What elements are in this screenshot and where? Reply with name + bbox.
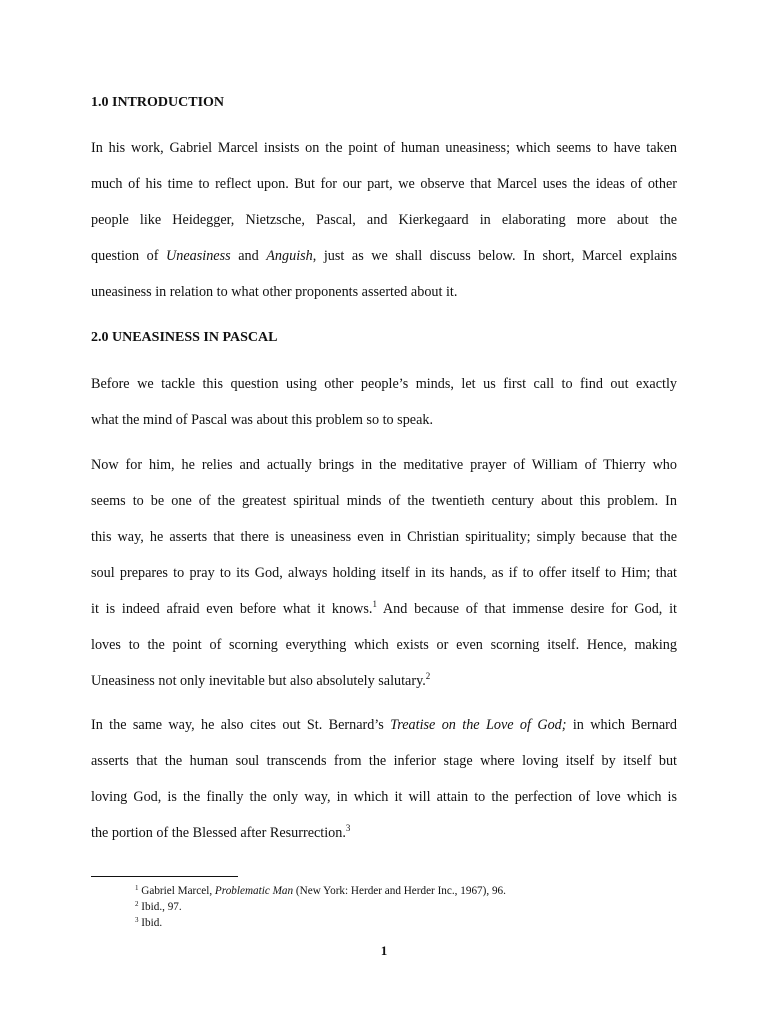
text-run: , just as we shall discuss below. In short, Marcel explains [312, 248, 677, 264]
body-line [91, 715, 677, 735]
body-line: seems to be one of the greatest spiritual minds of the twentieth century about this problem. In [91, 493, 677, 509]
page-number: 1 [380, 943, 388, 958]
text-run: the portion of the Blessed after Resurrection. [91, 825, 346, 841]
body-line: uneasiness in relation to what other proponents asserted about it. [91, 284, 458, 300]
footnote-number: 1 [135, 884, 139, 892]
body-line: Before we tackle this question using other people’s minds, let us first call to find out exactly [91, 376, 677, 392]
body-line: Now for him, he relies and actually brings in the meditative prayer of William of Thierry who [91, 457, 677, 473]
footnote-separator [91, 876, 238, 877]
italic-term-anguish: Anguish [266, 248, 313, 264]
text-run: question of [91, 248, 167, 264]
body-line: much of his time to reflect upon. But for our part, we observe that Marcel uses the ideas of other [91, 176, 677, 192]
section-heading-introduction: 1.0 INTRODUCTION [91, 95, 225, 110]
text-run: (New York: Herder and Herder Inc., 1967), 96. [293, 885, 506, 897]
body-line: loving God, is the finally the only way, in which it will attain to the perfection of love which is [91, 789, 677, 805]
body-line [91, 246, 677, 266]
italic-term-uneasiness: Uneasiness [166, 248, 231, 264]
body-line: asserts that the human soul transcends from the inferior stage where loving itself by itself but [91, 753, 677, 769]
body-line: loves to the point of scorning everything which exists or even scorning itself. Hence, making [91, 637, 677, 653]
footnote-3 [135, 916, 162, 930]
text-run: In the same way, he also cites out St. Bernard’s [91, 717, 391, 733]
body-line: people like Heidegger, Nietzsche, Pascal, and Kierkegaard in elaborating more about the [91, 212, 677, 228]
text-run: Ibid., 97. [141, 901, 182, 913]
text-run: and [230, 248, 267, 264]
footnote-ref-2[interactable]: 2 [425, 671, 431, 681]
body-line: soul prepares to pray to its God, always holding itself in its hands, as if to offer itself to Him; that [91, 565, 677, 581]
text-run: in which Bernard [566, 717, 677, 733]
footnote-2 [135, 900, 182, 914]
body-line: this way, he asserts that there is uneasiness even in Christian spirituality; simply because that the [91, 529, 677, 545]
body-line [91, 823, 677, 843]
body-line [91, 599, 677, 619]
footnote-ref-3[interactable]: 3 [345, 823, 351, 833]
italic-title: Treatise on the Love of God; [390, 717, 567, 733]
text-run: Uneasiness not only inevitable but also absolutely salutary. [91, 673, 426, 689]
body-line: In his work, Gabriel Marcel insists on the point of human uneasiness; which seems to have taken [91, 140, 677, 156]
text-run: And because of that immense desire for God, it [376, 601, 677, 617]
body-line [91, 671, 677, 691]
footnote-number: 3 [135, 916, 139, 924]
footnote-1 [135, 884, 506, 898]
body-line: what the mind of Pascal was about this problem so to speak. [91, 412, 434, 428]
footnote-number: 2 [135, 900, 139, 908]
italic-title: Problematic Man [214, 885, 294, 897]
text-run: Gabriel Marcel, [141, 885, 215, 897]
footnote-ref-1[interactable]: 1 [372, 599, 377, 609]
text-run: Ibid. [141, 917, 163, 929]
text-run: it is indeed afraid even before what it knows. [91, 601, 373, 617]
section-heading-pascal: 2.0 UNEASINESS IN PASCAL [91, 330, 278, 345]
